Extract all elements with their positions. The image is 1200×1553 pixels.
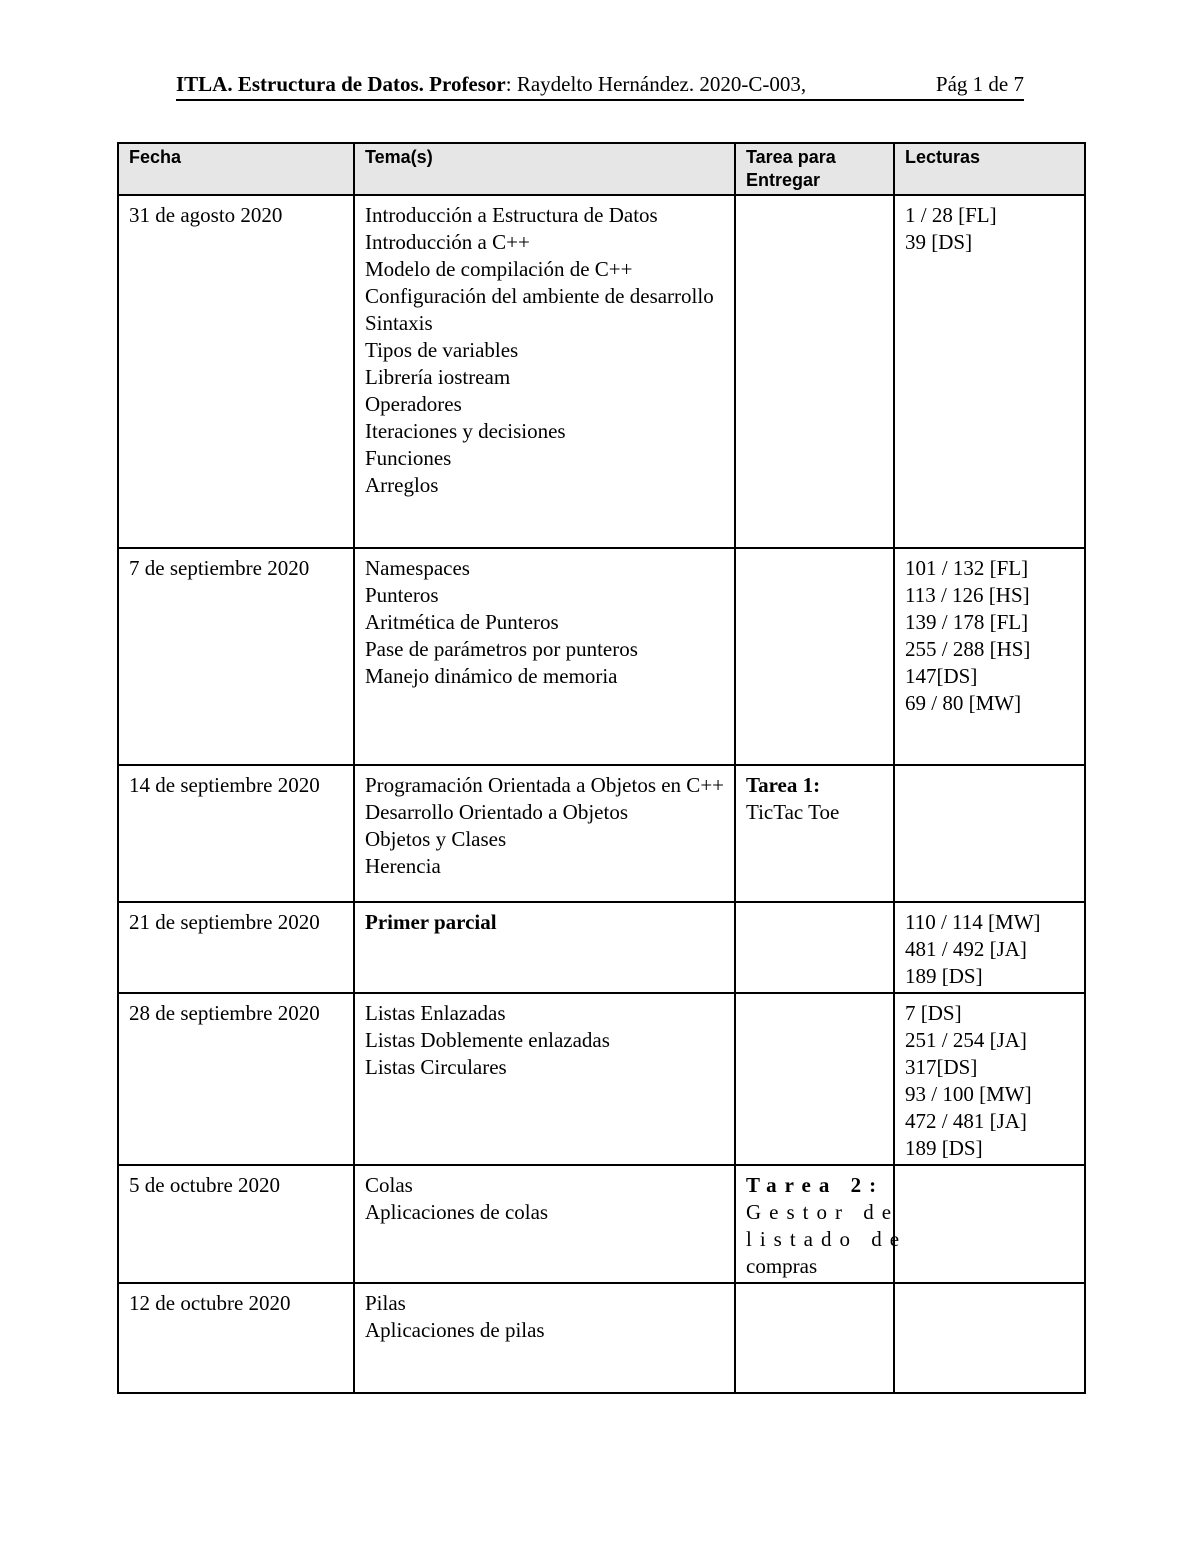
lectura-item: 255 / 288 [HS] [905,637,1031,661]
tema-item: Arreglos [365,473,439,497]
tema-item: Listas Enlazadas [365,1001,506,1025]
tarea-title: Tarea 2: [746,1173,885,1197]
table-body [118,195,1085,1393]
cell-tarea [735,548,894,765]
cell-lecturas [894,195,1085,548]
cell-temas [354,993,735,1165]
tema-item: Iteraciones y decisiones [365,419,566,443]
lectura-item: 39 [DS] [905,230,973,254]
lectura-item: 481 / 492 [JA] [905,937,1027,961]
table-row [118,548,1085,765]
tema-item: Librería iostream [365,365,511,389]
cell-fecha: 7 de septiembre 2020 [118,548,354,765]
cell-fecha: 14 de septiembre 2020 [118,765,354,902]
cell-fecha: 5 de octubre 2020 [118,1165,354,1283]
cell-temas [354,902,735,993]
tema-item: Listas Circulares [365,1055,507,1079]
tema-item: Modelo de compilación de C++ [365,257,633,281]
cell-fecha: 21 de septiembre 2020 [118,902,354,993]
lectura-item: 69 / 80 [MW] [905,691,1022,715]
header-title-rest: : Raydelto Hernández. 2020-C-003, [505,72,807,96]
tema-item: Introducción a Estructura de Datos [365,203,658,227]
lectura-item: 472 / 481 [JA] [905,1109,1027,1133]
table-header-row [118,143,1085,195]
tarea-title: Tarea 1: [746,773,821,797]
cell-temas [354,765,735,902]
lectura-item: 189 [DS] [905,1136,983,1160]
tema-item: Aplicaciones de pilas [365,1318,545,1342]
tema-item: Colas [365,1173,413,1197]
tema-item: Namespaces [365,556,470,580]
table-row [118,902,1085,993]
header-title-bold: ITLA. Estructura de Datos. Profesor [176,72,506,96]
column-header-fecha: Fecha [118,143,354,195]
cell-temas [354,1283,735,1393]
lectura-item: 113 / 126 [HS] [905,583,1030,607]
tema-item: Pilas [365,1291,406,1315]
tarea-line: TicTac Toe [746,800,840,824]
tema-item: Herencia [365,854,441,878]
tema-item: Sintaxis [365,311,433,335]
tema-item: Listas Doblemente enlazadas [365,1028,610,1052]
cell-lecturas [894,1283,1085,1393]
page-number: Pág 1 de 7 [935,72,1024,96]
cell-lecturas [894,1165,1085,1283]
tema-item: Introducción a C++ [365,230,530,254]
tema-item: Punteros [365,583,439,607]
cell-lecturas [894,765,1085,902]
tema-item: Configuración del ambiente de desarrollo [365,284,714,308]
table-row [118,1165,1085,1283]
cell-temas [354,195,735,548]
tema-item: Aplicaciones de colas [365,1200,549,1224]
cell-tarea [735,195,894,548]
lectura-item: 101 / 132 [FL] [905,556,1029,580]
tema-item: Pase de parámetros por punteros [365,637,638,661]
tema-item: Manejo dinámico de memoria [365,664,618,688]
header-title [176,72,806,97]
lectura-item: 110 / 114 [MW] [905,910,1041,934]
lectura-item: 7 [DS] [905,1001,962,1025]
table-row [118,765,1085,902]
cell-tarea [735,765,894,902]
lectura-item: 93 / 100 [MW] [905,1082,1032,1106]
tema-item: Tipos de variables [365,338,519,362]
cell-fecha: 31 de agosto 2020 [118,195,354,548]
tema-item: Funciones [365,446,452,470]
table-row [118,993,1085,1165]
column-header-temas: Tema(s) [354,143,735,195]
cell-lecturas [894,902,1085,993]
tema-bold-item: Primer parcial [365,910,497,934]
column-header-tarea: Tarea para Entregar [735,143,894,195]
cell-fecha: 12 de octubre 2020 [118,1283,354,1393]
lectura-item: 1 / 28 [FL] [905,203,997,227]
tema-item: Objetos y Clases [365,827,507,851]
tema-item: Programación Orientada a Objetos en C++ [365,773,724,797]
cell-fecha: 28 de septiembre 2020 [118,993,354,1165]
tema-item: Aritmética de Punteros [365,610,559,634]
cell-temas [354,1165,735,1283]
tarea-line: listado de [746,1227,908,1251]
table-row [118,1283,1085,1393]
schedule-table [117,142,1086,1394]
cell-tarea [735,1165,908,1283]
tema-item: Desarrollo Orientado a Objetos [365,800,629,824]
tarea-line: Gestor de [746,1200,900,1224]
cell-temas [354,548,735,765]
lectura-item: 189 [DS] [905,964,983,988]
tema-item: Operadores [365,392,462,416]
cell-lecturas [894,993,1085,1165]
lectura-item: 317[DS] [905,1055,978,1079]
page-header [176,70,1024,101]
lectura-item: 251 / 254 [JA] [905,1028,1027,1052]
lectura-item: 139 / 178 [FL] [905,610,1029,634]
cell-lecturas [894,548,1085,765]
column-header-lecturas: Lecturas [894,143,1085,195]
lectura-item: 147[DS] [905,664,978,688]
cell-tarea [735,1283,894,1393]
table-row [118,195,1085,548]
cell-tarea [735,902,894,993]
cell-tarea [735,993,894,1165]
tarea-line: compras [746,1254,818,1278]
